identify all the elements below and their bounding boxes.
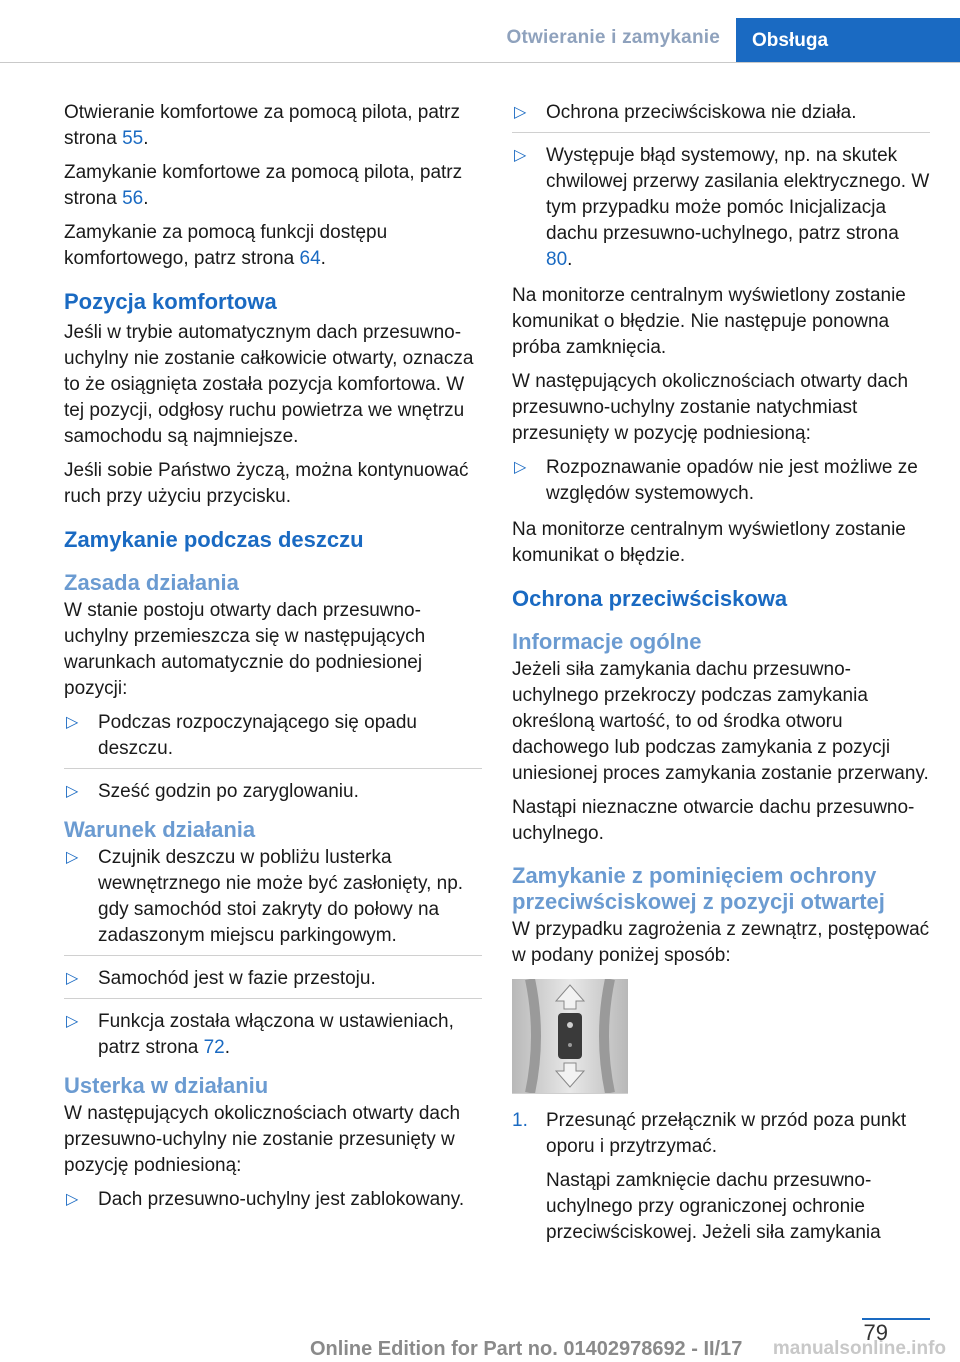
triangle-bullet-icon: ▷ bbox=[66, 1013, 79, 1030]
triangle-bullet-icon: ▷ bbox=[66, 783, 79, 800]
condition-list bbox=[64, 845, 482, 1061]
list-item: ▷ Dach przesuwno-uchylny jest zablokowany. bbox=[64, 1187, 482, 1213]
left-column bbox=[64, 100, 482, 1223]
list-item: ▷ Rozpoznawanie opadów nie jest możliwe ze względów systemowych. bbox=[514, 457, 918, 504]
list-item: ▷ Czujnik deszczu w pobliżu lusterka wewnętrznego nie może być zasłonięty, np. gdy samochód stoi zakryty do połowy na zadaszonym miejscu parkingowym. bbox=[64, 845, 482, 956]
heading-general-info: Informacje ogólne bbox=[512, 629, 702, 654]
roof-switch-illustration bbox=[512, 979, 628, 1094]
heading-fault: Usterka w działaniu bbox=[64, 1073, 269, 1098]
page-link[interactable]: 55 bbox=[122, 128, 144, 149]
heading-comfort-position: Pozycja komfortowa bbox=[64, 289, 277, 314]
page-link[interactable]: 64 bbox=[299, 248, 321, 269]
header-rule bbox=[0, 62, 960, 63]
paragraph: W stanie postoju otwarty dach przesuwno-uchylny przemieszcza się w następujących warunkach automatycznie do podniesionej pozycji: bbox=[64, 600, 426, 699]
paragraph: Na monitorze centralnym wyświetlony zostanie komunikat o błędzie. bbox=[512, 519, 906, 566]
rain-detection-list bbox=[512, 455, 930, 507]
heading-condition: Warunek działania bbox=[64, 817, 256, 842]
heading-principle: Zasada działania bbox=[64, 570, 239, 595]
list-item: ▷ Sześć godzin po zaryglowaniu. bbox=[64, 779, 482, 805]
paragraph: Nastąpi zamknięcie dachu przesuwno-uchylnego przy ograniczonej ochronie przeciwściskowej. Jeżeli siła zamykania bbox=[546, 1170, 881, 1243]
paragraph: Jeśli sobie Państwo życzą, można kontynuować ruch przy użyciu przycisku. bbox=[64, 460, 469, 507]
paragraph: Jeśli w trybie automatycznym dach przesuwno-uchylny nie zostanie całkowicie otwarty, oznacza to że osiągnięta została pozycja komfortowa. W tej pozycji, odgłosy ruchu powietrza we wnętrzu samochodu są najmniejsze. bbox=[64, 322, 474, 447]
step-number: 1. bbox=[512, 1110, 528, 1131]
paragraph: Jeżeli siła zamykania dachu przesuwno-uchylnego przekroczy podczas zamykania określoną wartość, to od środka otworu dachowego lub podczas zamykania z pozycji uniesionej proces zamykania zostanie przerwany. bbox=[512, 659, 929, 784]
triangle-bullet-icon: ▷ bbox=[66, 970, 79, 987]
list-item: ▷ Występuje błąd systemowy, np. na skutek chwilowej przerwy zasilania elektrycznego. W tym przypadku może pomóc Inicjalizacja dachu przesuwno-uchylnego, patrz strona 80. bbox=[514, 145, 930, 270]
step-item bbox=[512, 1108, 930, 1246]
page-link[interactable]: 80 bbox=[546, 249, 568, 270]
fault-list bbox=[64, 1187, 482, 1213]
heading-bypass-closing: Zamykanie z pominięciem ochrony przeciwściskowej z pozycji otwartej bbox=[512, 863, 885, 914]
paragraph: Nastąpi nieznaczne otwarcie dachu przesuwno-uchylnego. bbox=[512, 797, 915, 844]
paragraph: W następujących okolicznościach otwarty dach przesuwno-uchylny zostanie natychmiast przesunięty w pozycję podniesioną: bbox=[512, 371, 909, 444]
paragraph: Zamykanie za pomocą funkcji dostępu komfortowego, patrz strona 64. bbox=[64, 222, 388, 269]
page-link[interactable]: 56 bbox=[122, 188, 144, 209]
edition-footer: Online Edition for Part no. 01402978692 - II/17 bbox=[310, 1338, 743, 1360]
watermark: manualsonline.info bbox=[772, 1338, 946, 1359]
heading-pinch-protection: Ochrona przeciwściskowa bbox=[512, 586, 788, 611]
paragraph: Przesunąć przełącznik w przód poza punkt oporu i przytrzymać. bbox=[546, 1110, 907, 1157]
principle-list bbox=[64, 710, 482, 805]
paragraph: W następujących okolicznościach otwarty dach przesuwno-uchylny nie zostanie przesunięty w pozycję podniesioną: bbox=[64, 1103, 461, 1176]
fault-list-continued bbox=[512, 100, 930, 273]
triangle-bullet-icon: ▷ bbox=[514, 459, 527, 476]
triangle-bullet-icon: ▷ bbox=[66, 849, 79, 866]
heading-rain-closing: Zamykanie podczas deszczu bbox=[64, 527, 364, 552]
list-item: ▷ Funkcja została włączona w ustawieniach, patrz strona 72. bbox=[66, 1011, 454, 1058]
right-column bbox=[512, 100, 930, 1254]
paragraph: Zamykanie komfortowe za pomocą pilota, patrz strona 56. bbox=[64, 162, 463, 209]
paragraph: Na monitorze centralnym wyświetlony zostanie komunikat o błędzie. Nie następuje ponowna próba zamknięcia. bbox=[512, 285, 906, 358]
page-link[interactable]: 72 bbox=[203, 1037, 225, 1058]
header-section-title: Otwieranie i zamykanie bbox=[506, 27, 720, 48]
header-chapter-tab[interactable]: Obsługa bbox=[736, 18, 960, 62]
list-item: ▷ Samochód jest w fazie przestoju. bbox=[64, 966, 482, 999]
list-item: ▷ Podczas rozpoczynającego się opadu deszczu. bbox=[64, 710, 482, 769]
roof-switch-icon bbox=[512, 979, 628, 1093]
paragraph: Otwieranie komfortowe za pomocą pilota, patrz strona 55. bbox=[64, 102, 461, 149]
triangle-bullet-icon: ▷ bbox=[66, 1191, 79, 1208]
steps-list bbox=[512, 1108, 930, 1246]
triangle-bullet-icon: ▷ bbox=[514, 147, 527, 164]
paragraph: W przypadku zagrożenia z zewnątrz, postępować w podany poniżej sposób: bbox=[512, 919, 930, 966]
page-number: 79 bbox=[863, 1320, 888, 1345]
list-item: ▷ Ochrona przeciwściskowa nie działa. bbox=[512, 100, 930, 133]
triangle-bullet-icon: ▷ bbox=[66, 714, 79, 731]
triangle-bullet-icon: ▷ bbox=[514, 104, 527, 121]
